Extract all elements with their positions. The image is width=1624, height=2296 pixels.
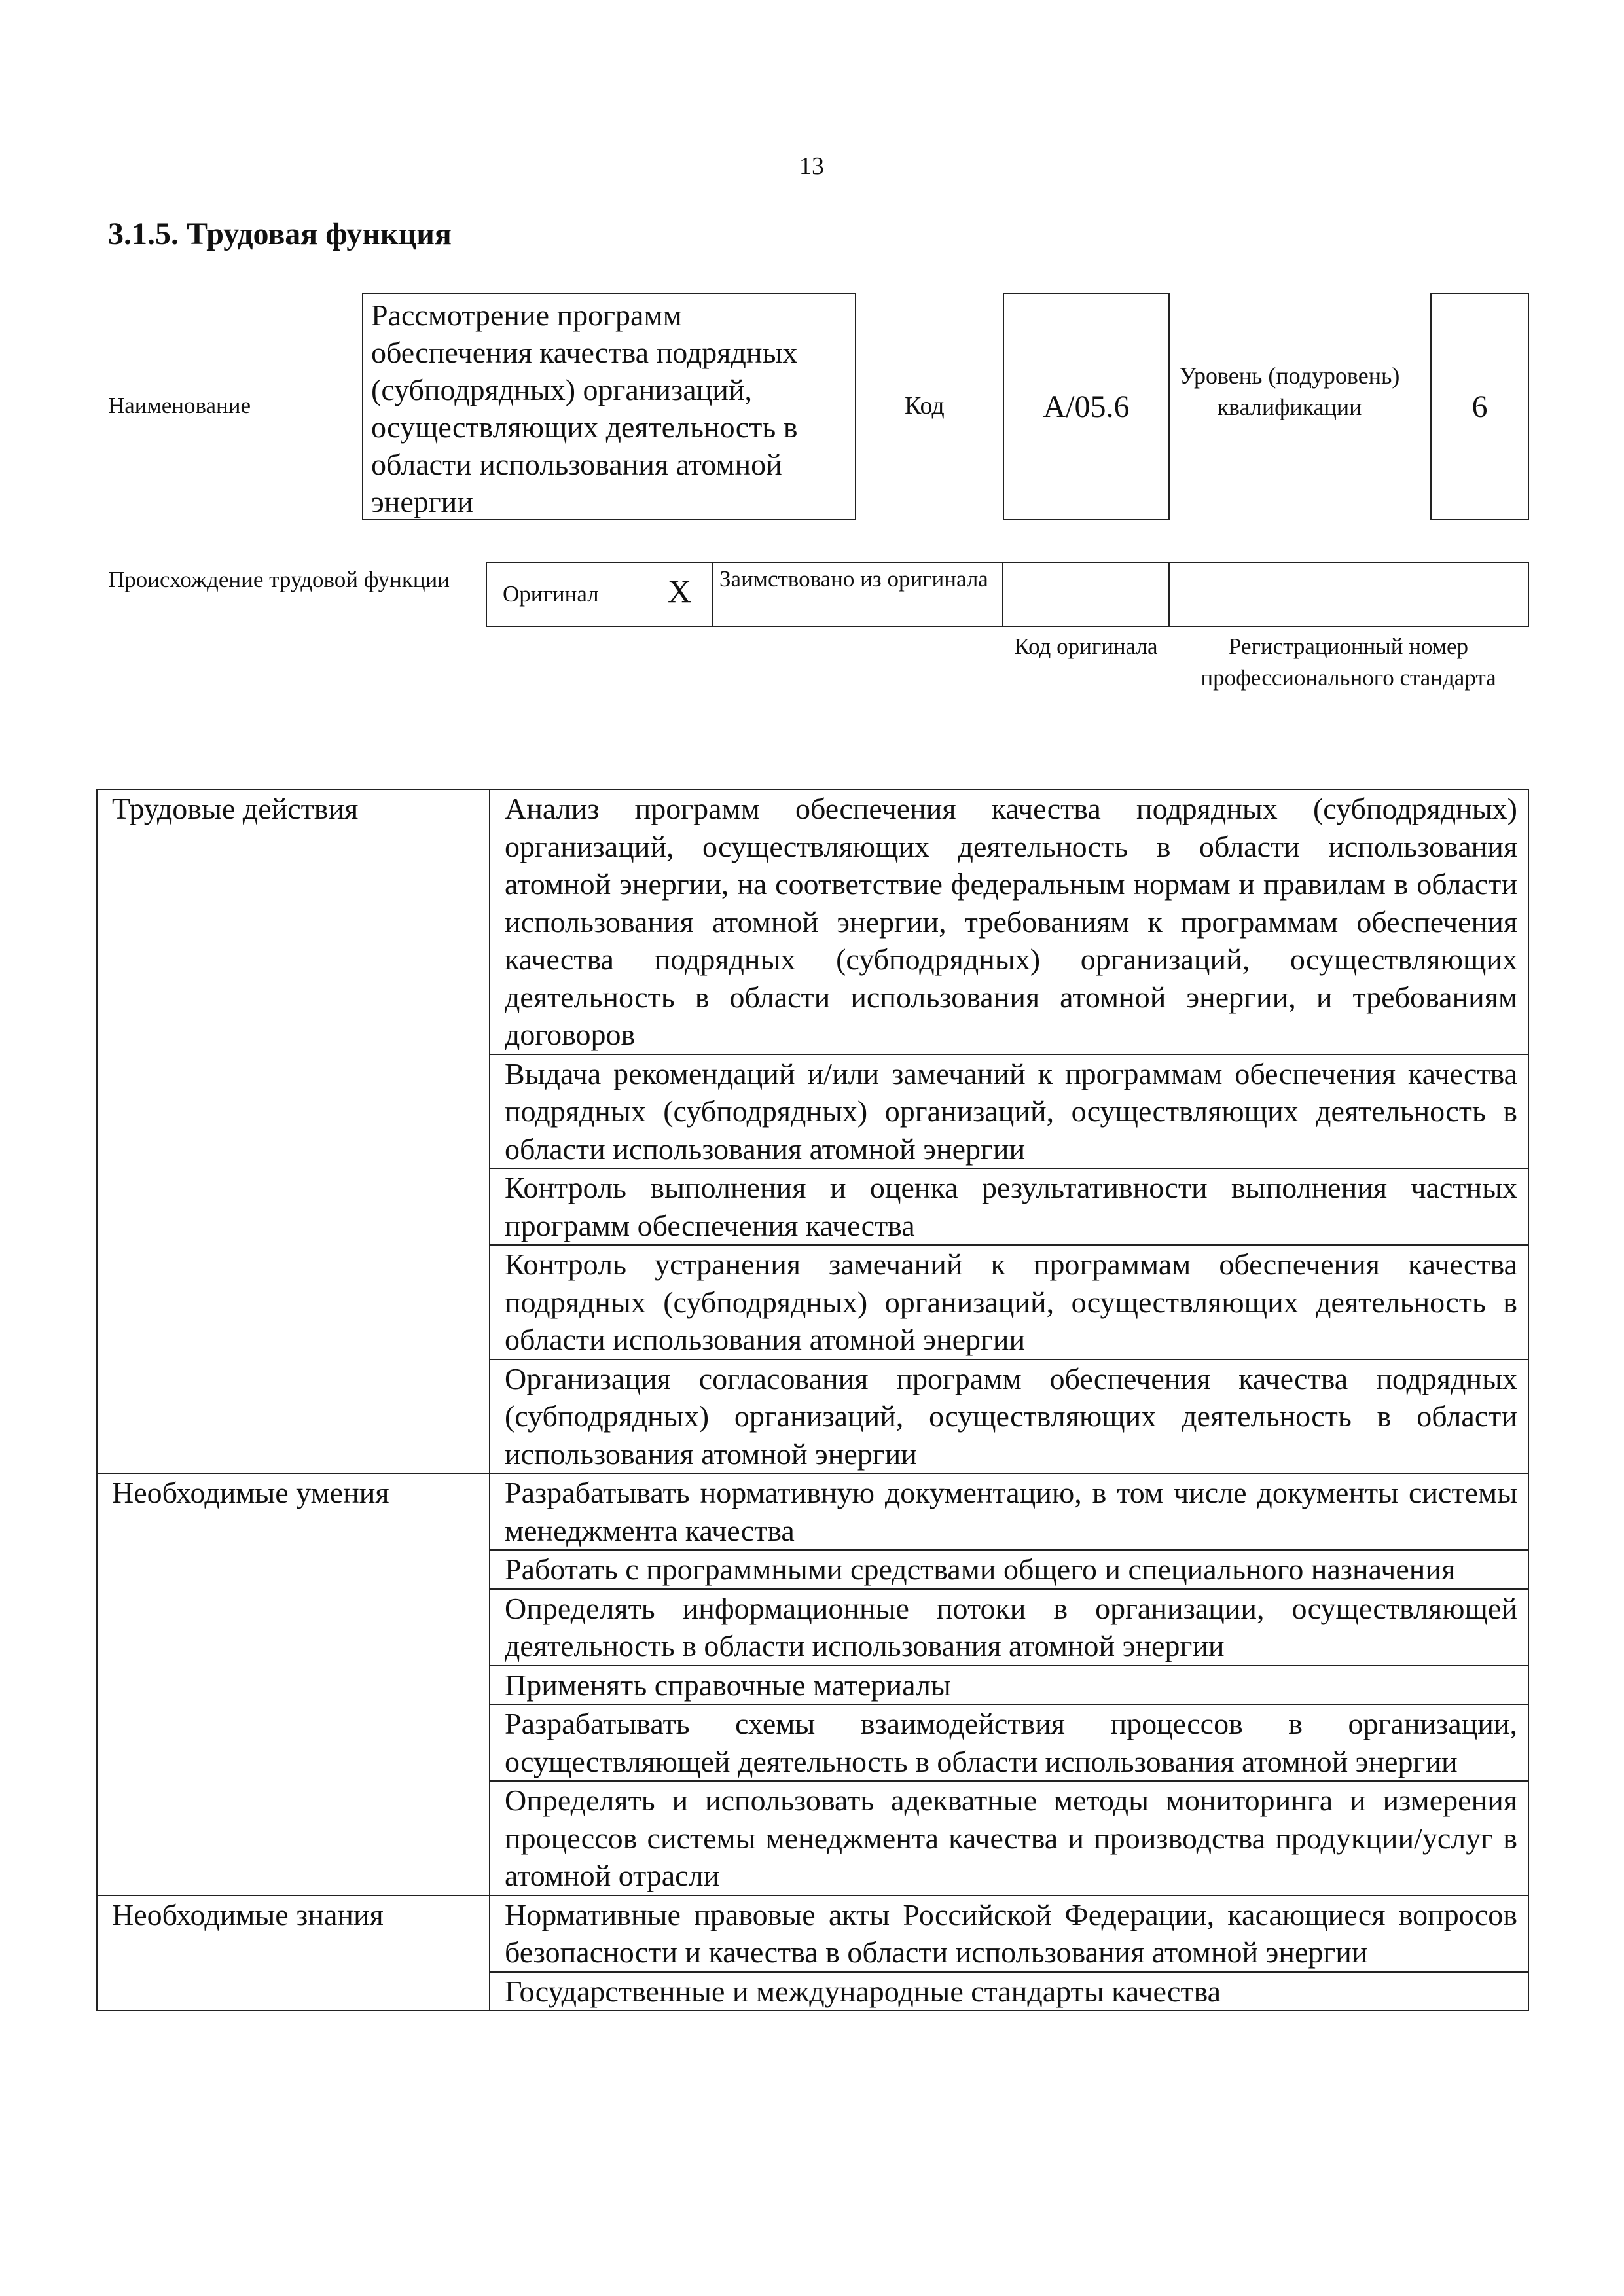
section-title: 3.1.5. Трудовая функция (108, 217, 452, 251)
origin-code-cell (1002, 562, 1170, 627)
table-cell: Определять информационные потоки в организации, осуществляющей деятельность в области использования атомной энергии (490, 1589, 1528, 1666)
origin-original-cell (486, 562, 713, 627)
table-row (97, 789, 1528, 1054)
code-value-box: А/05.6 (1003, 293, 1170, 520)
category-cell: Необходимые знания (97, 1895, 490, 2011)
table-cell: Разрабатывать нормативную документацию, в том числе документы системы менеджмента качества (490, 1473, 1528, 1550)
reg-number-caption: Регистрационный номер профессионального стандарта (1200, 634, 1496, 691)
page-number: 13 (799, 152, 824, 180)
origin-reg-number-cell (1168, 562, 1529, 627)
origin-label: Происхождение трудовой функции (108, 567, 450, 592)
table-cell: Государственные и международные стандарты качества (490, 1972, 1528, 2011)
labor-function-table (96, 789, 1529, 2011)
category-cell: Трудовые действия (97, 789, 490, 1473)
table-cell: Определять и использовать адекватные методы мониторинга и измерения процессов системы менеджмента качества и производства продукции/услуг в атомной отрасли (490, 1781, 1528, 1895)
level-value-box: 6 (1430, 293, 1529, 520)
origin-borrowed-cell: Заимствовано из оригинала (712, 562, 1003, 627)
table-cell: Анализ программ обеспечения качества подрядных (субподрядных) организаций, осуществляющих деятельность в области использования атомной энергии, на соответствие федеральным нормам и правилам в области использования атомной энергии, требованиям к программам обеспечения качества подрядных (субподрядных) организаций, осуществляющих деятельность в области использования атомной энергии, и требованиям договоров (490, 789, 1528, 1054)
level-label: Уровень (подуровень) квалификации (1179, 363, 1400, 420)
category-cell: Необходимые умения (97, 1473, 490, 1895)
table-cell: Контроль устранения замечаний к программам обеспечения качества подрядных (субподрядных) организаций, осуществляющих деятельность в области использования атомной энергии (490, 1245, 1528, 1359)
table-cell: Применять справочные материалы (490, 1666, 1528, 1705)
table-cell: Организация согласования программ обеспечения качества подрядных (субподрядных) организаций, осуществляющих деятельность в области использования атомной энергии (490, 1359, 1528, 1474)
table-row (97, 1895, 1528, 1972)
name-label: Наименование (108, 393, 251, 418)
table-cell: Выдача рекомендаций и/или замечаний к программам обеспечения качества подрядных (субподрядных) организаций, осуществляющих деятельность в области использования атомной энергии (490, 1054, 1528, 1169)
original-label: Оригинал (503, 581, 599, 607)
code-label: Код (905, 392, 945, 420)
table-cell: Разрабатывать схемы взаимодействия процессов в организации, осуществляющей деятельность в области использования атомной энергии (490, 1704, 1528, 1781)
function-name-box: Рассмотрение программ обеспечения качества подрядных (субподрядных) организаций, осуществляющих деятельность в области использования атомной энергии (362, 293, 856, 520)
original-mark: X (668, 573, 692, 609)
table-cell: Работать с программными средствами общего и специального назначения (490, 1550, 1528, 1589)
code-caption: Код оригинала (1014, 634, 1158, 659)
table-cell: Контроль выполнения и оценка результативности выполнения частных программ обеспечения качества (490, 1168, 1528, 1245)
table-row (97, 1473, 1528, 1550)
table-cell: Нормативные правовые акты Российской Федерации, касающиеся вопросов безопасности и качества в области использования атомной энергии (490, 1895, 1528, 1972)
